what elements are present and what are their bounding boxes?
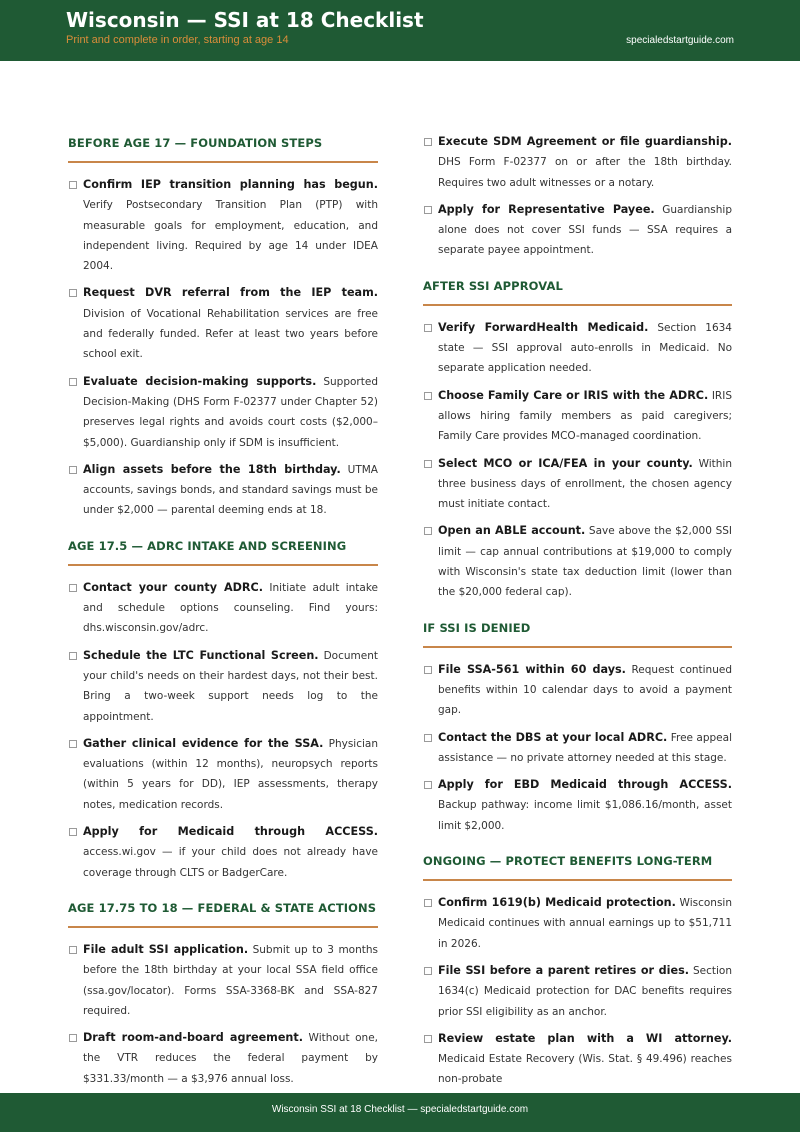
item-lead: Apply for Representative Payee. (438, 202, 655, 216)
checkbox[interactable] (424, 967, 432, 975)
item-text: DHS Form F-02377 on or after the 18th birthday. Requires two adult witnesses or a notary. (438, 156, 732, 189)
checkbox[interactable] (424, 392, 432, 400)
left-column (68, 132, 378, 1103)
checklist-item (423, 775, 732, 836)
checklist-section (68, 897, 378, 1089)
checklist-item (423, 728, 732, 769)
checkbox[interactable] (424, 138, 432, 146)
item-text: Supported Decision-Making (DHS Form F-02377 under Chapter 52) preserves legal rights and avoids court costs ($2,000–$5,000). Guardianship only if SDM is insufficient. (83, 375, 378, 449)
checklist-item (423, 132, 732, 193)
checklist-item (68, 646, 378, 727)
item-text: Backup pathway: income limit $1,086.16/month, asset limit $2,000. (438, 799, 732, 832)
checklist-item (423, 1029, 732, 1090)
checkbox[interactable] (69, 828, 77, 836)
item-text: Without one, the VTR reduces the federal payment by $331.33/month — a $3,976 annual loss. (83, 1032, 379, 1085)
item-text: Wisconsin Medicaid continues with annual earnings up to $51,711 in 2026. (438, 897, 732, 950)
item-lead: Schedule the LTC Functional Screen. (83, 648, 319, 662)
checklist-item (68, 578, 378, 639)
checklist-section (423, 850, 732, 1090)
item-lead: Apply for Medicaid through ACCESS. (83, 825, 378, 839)
checklist-section (68, 132, 378, 521)
checkbox[interactable] (69, 584, 77, 592)
item-lead: Verify ForwardHealth Medicaid. (438, 320, 649, 334)
checklist-item (68, 283, 378, 364)
checklist-item (68, 1028, 378, 1089)
item-text: Free appeal assistance — no private attorney needed at this stage. (438, 731, 732, 764)
item-lead: Apply for EBD Medicaid through ACCESS. (438, 778, 732, 792)
checkbox[interactable] (69, 652, 77, 660)
checkbox[interactable] (69, 378, 77, 386)
checklist-item (423, 521, 732, 602)
item-text: Save above the $2,000 SSI limit — cap annual contributions at $19,000 to comply with Wisconsin's state tax deduction limit (lower than the $20,000 federal cap). (438, 525, 732, 599)
checklist-item (423, 660, 732, 721)
item-text: IRIS allows hiring family members as paid caregivers; Family Care provides MCO-managed coordination. (438, 389, 732, 443)
checklist-item (423, 893, 732, 954)
item-text: Submit up to 3 months before the 18th birthday at your local SSA field office (ssa.gov/locator). Forms SSA-3368-BK and SSA-827 required. (83, 943, 378, 1017)
item-text: Division of Vocational Rehabilitation services are free and federally funded. Refer at least two years before school exit. (83, 307, 378, 361)
item-text: Guardianship alone does not cover SSI funds — SSA requires a separate payee appointment. (438, 203, 732, 257)
checklist-item (68, 940, 378, 1021)
checkbox[interactable] (69, 466, 77, 474)
item-lead: Select MCO or ICA/FEA in your county. (438, 456, 693, 470)
checklist-item (423, 454, 732, 515)
checklist-section (423, 617, 732, 836)
section-title: AGE 17.75 TO 18 — FEDERAL & STATE ACTIONS (68, 897, 378, 928)
item-lead: Execute SDM Agreement or file guardianship. (438, 135, 732, 148)
checkbox[interactable] (69, 1034, 77, 1042)
checkbox[interactable] (69, 289, 77, 297)
footer-text: Wisconsin SSI at 18 Checklist — specialedstartguide.com (271, 1104, 529, 1115)
checkbox[interactable] (424, 460, 432, 468)
checkbox[interactable] (424, 527, 432, 535)
item-text: Within three business days of enrollment, the chosen agency must initiate contact. (438, 457, 733, 511)
checklist-item (423, 318, 732, 379)
item-lead: Align assets before the 18th birthday. (83, 462, 341, 476)
item-lead: Review estate plan with a WI attorney. (438, 1031, 732, 1045)
item-lead: Open an ABLE account. (438, 524, 586, 538)
item-text: access.wi.gov — if your child does not already have coverage through CLTS or BadgerCare. (83, 846, 378, 879)
page-header (0, 0, 800, 61)
item-lead: Confirm IEP transition planning has begun. (83, 178, 378, 191)
item-text: Section 1634 state — SSI approval auto-enrolls in Medicaid. No separate application needed. (438, 321, 732, 375)
checklist-item (68, 734, 378, 815)
item-lead: File SSA-561 within 60 days. (438, 662, 626, 676)
checkbox[interactable] (424, 781, 432, 789)
section-title: BEFORE AGE 17 — FOUNDATION STEPS (68, 132, 378, 163)
checkbox[interactable] (69, 740, 77, 748)
item-lead: File SSI before a parent retires or dies. (438, 963, 689, 977)
checklist-section (423, 275, 732, 603)
item-text: Verify Postsecondary Transition Plan (PTP) with measurable goals for employment, education, and independent living. Required by age 14 under IDEA 2004. (83, 199, 378, 273)
checklist-item (68, 372, 378, 453)
section-title: IF SSI IS DENIED (423, 617, 732, 648)
checklist-item (68, 175, 378, 276)
page-subtitle: Print and complete in order, starting at age 14 (66, 34, 289, 46)
checklist-item (68, 822, 378, 883)
checklist-item (423, 386, 732, 447)
checklist-item (423, 200, 732, 261)
item-text: UTMA accounts, savings bonds, and standard savings must be under $2,000 — parental deeming ends at 18. (83, 463, 378, 517)
item-text: Request continued benefits within 10 calendar days to avoid a payment gap. (438, 663, 732, 717)
site-url: specialedstartguide.com (626, 35, 734, 46)
checkbox[interactable] (424, 666, 432, 674)
item-lead: Request DVR referral from the IEP team. (83, 286, 378, 300)
item-lead: Confirm 1619(b) Medicaid protection. (438, 896, 676, 910)
item-text: Medicaid Estate Recovery (Wis. Stat. § 49.496) reaches non-probate (438, 1053, 732, 1086)
checkbox[interactable] (424, 1035, 432, 1043)
checkbox[interactable] (69, 181, 77, 189)
item-text: Document your child's needs on their hardest days, not their best. Bring a two-week support needs log to the appointment. (83, 649, 378, 723)
item-lead: File adult SSI application. (83, 942, 249, 956)
checklist-item (68, 460, 378, 521)
section-title: AGE 17.5 — ADRC INTAKE AND SCREENING (68, 535, 378, 566)
checklist-section (423, 132, 732, 261)
item-lead: Gather clinical evidence for the SSA. (83, 736, 324, 750)
item-lead: Draft room-and-board agreement. (83, 1031, 303, 1045)
checkbox[interactable] (424, 324, 432, 332)
checkbox[interactable] (424, 734, 432, 742)
item-lead: Evaluate decision-making supports. (83, 374, 317, 388)
page-footer (0, 1093, 800, 1132)
checkbox[interactable] (69, 946, 77, 954)
item-text: Initiate adult intake and schedule options counseling. Find yours: dhs.wisconsin.gov/adrc. (83, 581, 379, 635)
checklist-item (423, 961, 732, 1022)
right-column (423, 132, 732, 1104)
section-title: AFTER SSI APPROVAL (423, 275, 732, 306)
item-lead: Contact your county ADRC. (83, 580, 263, 594)
checkbox[interactable] (424, 899, 432, 907)
page-title: Wisconsin — SSI at 18 Checklist (66, 8, 424, 32)
checkbox[interactable] (424, 206, 432, 214)
item-text: Physician evaluations (within 12 months), neuropsych reports (within 5 years for DD), IEP assessments, therapy notes, medication records. (83, 737, 378, 811)
item-lead: Contact the DBS at your local ADRC. (438, 730, 668, 744)
item-text: Section 1634(c) Medicaid protection for DAC benefits requires prior SSI eligibility as an anchor. (438, 964, 732, 1018)
section-title: ONGOING — PROTECT BENEFITS LONG-TERM (423, 850, 732, 881)
item-lead: Choose Family Care or IRIS with the ADRC. (438, 388, 709, 402)
checklist-section (68, 535, 378, 883)
